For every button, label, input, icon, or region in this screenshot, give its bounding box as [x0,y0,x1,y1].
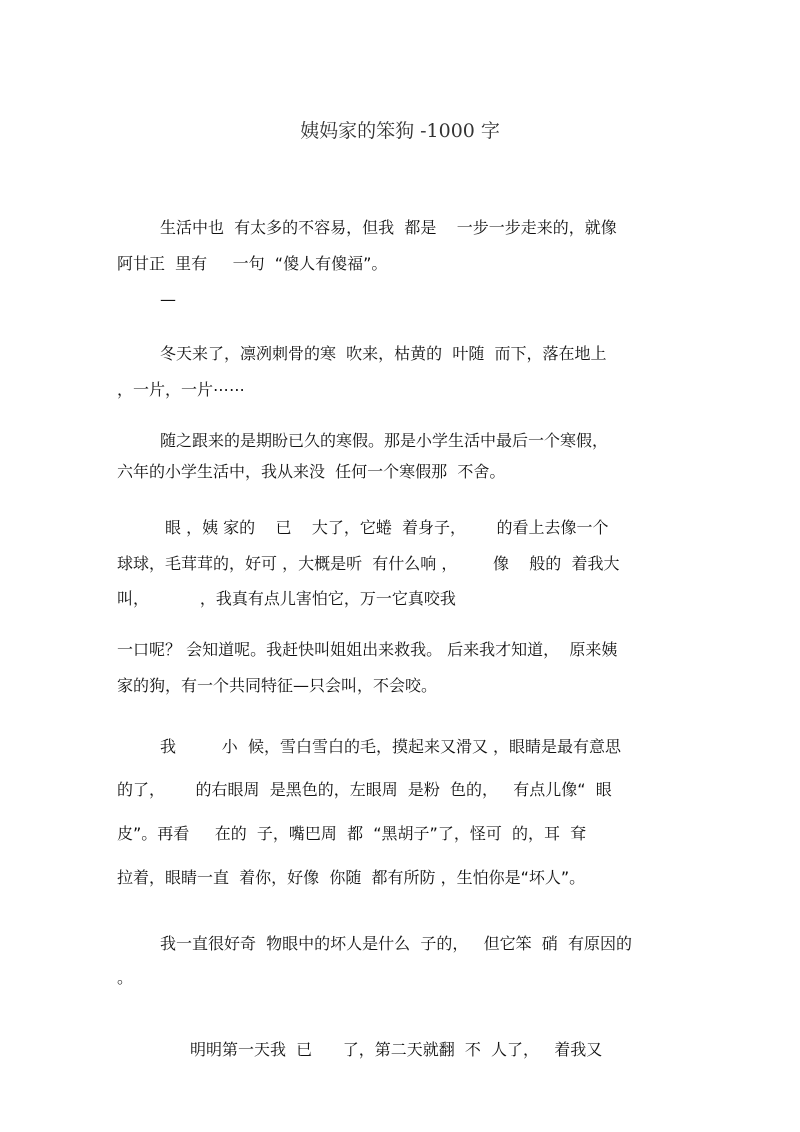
text-line: 叫， ，我真有点儿害怕它，万一它真咬我 [117,589,456,608]
text-line: 我 小 候，雪白雪白的毛，摸起来又滑又 ，眼睛是最有意思 [160,737,622,756]
text-line: 一口呢？ 会知道呢。我赶快叫姐姐出来救我。 后来我才知道， 原来姨 [117,640,618,659]
text-line: 生活中也 有太多的不容易，但我 都是 一步一步走来的，就像 [160,218,617,237]
text-line: 拉着，眼睛一直 着你，好像 你随 都有所防 ，生怕你是“坏人”。 [117,868,586,887]
text-line: 的了， 的右眼周 是黑色的，左眼周 是粉 色的， 有点儿像“ 眼 [117,780,612,799]
text-line: 球球，毛茸茸的，好可 ，大概是听 有什么响 ， 像 般的 着我大 [117,554,620,573]
text-line: 随之跟来的是期盼已久的寒假。那是小学生活中最后一个寒假， [160,431,609,450]
text-line: 冬天来了，凛冽刺骨的寒 吹来，枯黄的 叶随 而下，落在地上 [160,344,607,363]
text-line: 皮”。再看 在的 子，嘴巴周 都 “黑胡子”了，怪可 的，耳 耷 [117,824,587,843]
text-line: — [160,290,176,309]
text-line: 六年的小学生活中，我从来没 任何一个寒假那 不舍。 [117,462,506,481]
text-line: 阿甘正 里有 一句 “傻人有傻福”。 [117,254,388,273]
text-line: 我一直很好奇 物眼中的坏人是什么 子的， 但它笨 硝 有原因的 [160,934,632,953]
text-line: 家的狗，有一个共同特征—只会叫，不会咬。 [117,676,438,695]
text-line: ，一片，一片⋯⋯ [117,380,246,399]
text-line: 。 [117,968,134,987]
text-line: 眼 ，姨 家的 已 大了，它蜷 着身子， 的看上去像一个 [165,518,609,537]
text-line: 明明第一天我 已 了，第二天就翻 不 人了， 着我又 [190,1040,603,1059]
document-title: 姨妈家的笨狗 -1000 字 [300,120,500,142]
